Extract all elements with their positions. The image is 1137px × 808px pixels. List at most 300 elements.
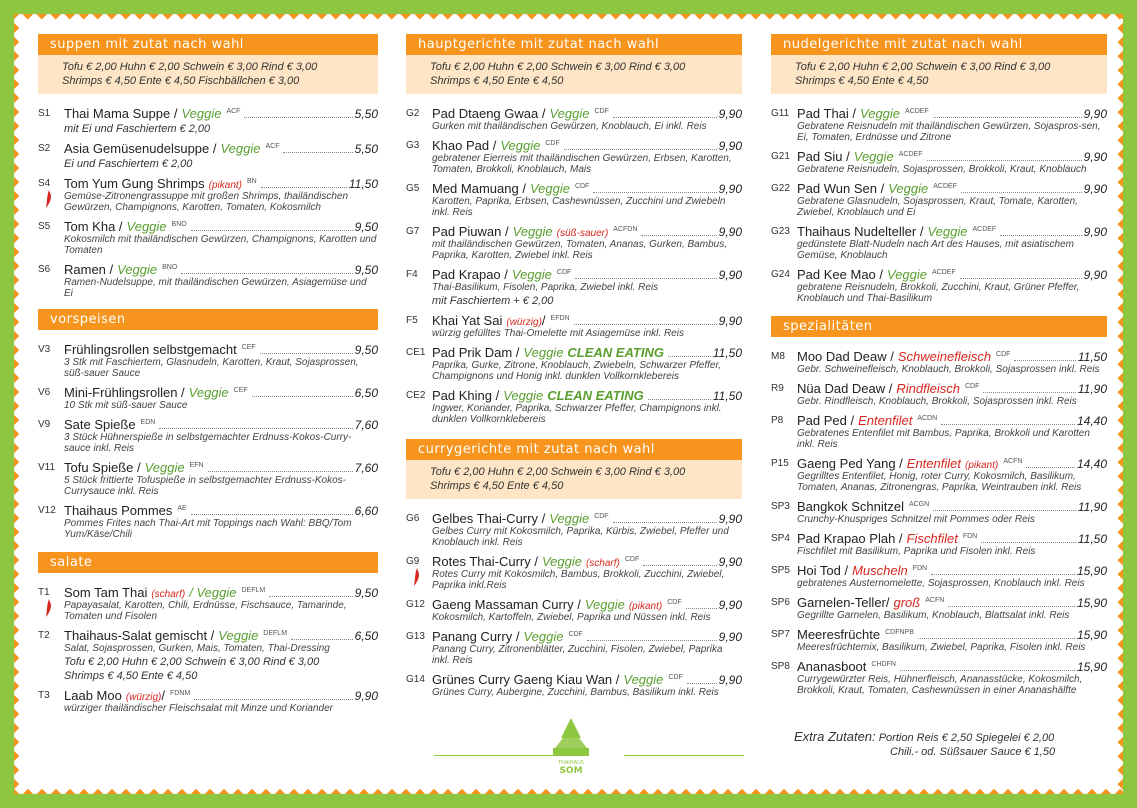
allergen-codes: CDF (574, 183, 590, 190)
item-line (64, 342, 378, 357)
item-line (432, 629, 742, 644)
item-code: F4 (406, 269, 418, 280)
veggie-label: Veggie (500, 138, 541, 153)
item-name: Gaeng Ped Yang / (797, 456, 903, 471)
menu-item (771, 659, 1107, 696)
veggie-label: Veggie (218, 628, 259, 643)
leader-dots (983, 392, 1075, 393)
allergen-codes: CDFNPB (885, 629, 914, 636)
leader-dots (960, 278, 1082, 279)
price-line: Shrimps € 4,50 Ente € 4,50 (795, 75, 929, 87)
item-name: Pad Thai / (797, 106, 857, 121)
item-description: mit thailändischen Gewürzen, Tomaten, Ananas, Gurken, Bambus, Paprika, Karotten, Zwiebel inkl. Reis (432, 239, 727, 261)
item-code: SP5 (771, 565, 790, 576)
item-description: Karotten, Paprika, Erbsen, Cashewnüssen, Zucchini und Zwiebeln inkl. Reis (432, 196, 726, 218)
item-name: Thai Mama Suppe / (64, 106, 178, 121)
item-code: G11 (771, 108, 790, 119)
item-line (64, 628, 378, 643)
allergen-codes: CDF (667, 599, 682, 606)
allergen-codes: BNO (162, 264, 178, 271)
item-description: Gebratene Reisnudeln, Sojasprossen, Brokkoli, Kraut, Knoblauch (797, 164, 1087, 175)
item-description: Panang Curry, Zitronenblätter, Zucchini, Fisolen, Zwiebel, Paprika inkl. Reis (432, 644, 723, 666)
leader-dots (1026, 467, 1075, 468)
item-line (797, 149, 1107, 164)
leader-dots (981, 542, 1076, 543)
veggie-label: Veggie (144, 460, 185, 475)
spice-label: (scharf) (151, 589, 186, 600)
section-header-curry: currygerichte mit zutat nach wahl (406, 439, 742, 460)
allergen-codes: CDF (568, 631, 583, 638)
item-code: T3 (38, 690, 50, 701)
veggie-label: Veggie (853, 149, 894, 164)
item-description: Ingwer, Koriander, Paprika, Schwarzer Pfeffer, Champignons inkl. dunklen Vollkornklebereis (432, 403, 722, 425)
leader-dots (643, 565, 716, 566)
item-description: Gebratenes Entenfilet mit Bambus, Paprika, Brokkoli und Karotten inkl. Reis (797, 428, 1090, 450)
item-extra: mit Ei und Faschiertem € 2,00 (64, 123, 211, 135)
menu-item (38, 176, 378, 213)
veggie-label: Veggie (860, 106, 901, 121)
item-description: Pommes Frites nach Thai-Art mit Toppings nach Wahl: BBQ/Tom Yum/Käse/Chili (64, 518, 352, 540)
allergen-codes: ACF (226, 108, 241, 115)
allergen-codes: FDN (962, 533, 978, 540)
item-price: 6,60 (354, 504, 378, 518)
item-price: 11,50 (1077, 532, 1107, 546)
item-name: Garnelen-Teller/ (797, 595, 890, 610)
allergen-codes: EFN (189, 462, 204, 469)
item-description: Gebratene Glasnudeln, Sojasprossen, Kraut, Tomate, Karotten, Zwiebel, Knoblauch und Ei (797, 196, 1078, 218)
item-code: CE1 (406, 347, 426, 358)
item-line (797, 456, 1107, 471)
item-name: Pad Ped / (797, 413, 855, 428)
clean-eating-label: CLEAN EATING (567, 345, 664, 360)
item-line (432, 313, 742, 328)
menu-item (771, 499, 1107, 525)
item-code: SP7 (771, 629, 790, 640)
item-name: Meeresfrüchte (797, 627, 881, 642)
item-name: Pad Siu / (797, 149, 850, 164)
item-code: S4 (38, 178, 51, 189)
menu-item (38, 417, 378, 454)
item-code: T2 (38, 630, 50, 641)
price-box-curry (406, 460, 742, 499)
leader-dots (961, 192, 1082, 193)
veggie-label: Veggie (541, 554, 582, 569)
item-line (432, 181, 742, 196)
leader-dots (948, 606, 1075, 607)
veggie-label: / Veggie (189, 585, 237, 600)
item-description: Thai-Basilikum, Fisolen, Paprika, Zwiebel inkl. Reis (432, 282, 659, 293)
item-description: Papayasalat, Karotten, Chili, Erdnüsse, Fischsauce, Tamarinde, Tomaten und Fisolen (64, 600, 347, 622)
item-name: Pad Kee Mao / (797, 267, 883, 282)
item-description: gedünstete Blatt-Nudeln nach Art des Hauses, mit asiatischem Gemüse, Knoblauch (797, 239, 1074, 261)
veggie-label: Veggie (511, 267, 552, 282)
allergen-codes: ACDEF (898, 151, 923, 158)
allergen-codes: CDF (594, 513, 609, 520)
veggie-label: Veggie (549, 511, 590, 526)
chili-icon (44, 599, 53, 617)
item-line (797, 563, 1107, 578)
left-border (14, 14, 22, 794)
item-price: 11,50 (348, 177, 378, 191)
item-name: Mini-Frühlingsrollen / (64, 385, 185, 400)
item-description: gebratenes Austernomelette, Sojasprossen, Knoblauch inkl. Reis (797, 578, 1085, 589)
leader-dots (291, 639, 353, 640)
leader-dots (244, 117, 352, 118)
item-name: Pad Khing / (432, 388, 500, 403)
allergen-codes: DEFLM (263, 630, 288, 637)
item-description: gebratener Eierreis mit thailändischen Gewürzen, Erbsen, Karotten, Tomaten, Brokkoli, Knoblauch, Mais (432, 153, 732, 175)
item-line (432, 388, 742, 403)
leader-dots (191, 514, 353, 515)
item-price: 9,90 (718, 314, 742, 328)
item-name: Sate Spieße (64, 417, 136, 432)
item-price: 9,90 (718, 555, 742, 569)
item-name: Asia Gemüsenudelsuppe / (64, 141, 217, 156)
item-code: G12 (406, 599, 425, 610)
item-line (64, 585, 378, 600)
item-code: SP8 (771, 661, 790, 672)
item-name: Pad Wun Sen / (797, 181, 885, 196)
item-description: Gelbes Curry mit Kokosmilch, Paprika, Kürbis, Zwiebel, Pfeffer und Knoblauch inkl. Reis (432, 526, 729, 548)
item-line (64, 417, 378, 432)
bottom-border (14, 786, 1123, 794)
menu-item (38, 141, 378, 170)
item-description: Ramen-Nudelsuppe, mit thailändischen Gewürzen, Asiagemüse und Ei (64, 277, 367, 299)
column-left (38, 34, 378, 720)
item-name: Bangkok Schnitzel (797, 499, 904, 514)
list-haupt (406, 106, 742, 425)
meat-label: Entenfilet (906, 456, 961, 471)
allergen-codes: ACDEF (932, 269, 956, 276)
item-price: 9,90 (1083, 107, 1107, 121)
item-code: G7 (406, 226, 420, 237)
item-description: gebratene Reisnudeln, Brokkoli, Zucchini, Kraut, Grüner Pfeffer, Knoblauch und Thai-Basilikum (797, 282, 1080, 304)
logo-icon (541, 714, 601, 776)
item-description: Gurken mit thailändischen Gewürzen, Knoblauch, Ei inkl. Reis (432, 121, 707, 132)
item-price: 11,90 (1077, 382, 1107, 396)
leader-dots (613, 117, 717, 118)
spice-label: (pikant) (208, 180, 243, 191)
allergen-codes: CDF (624, 556, 640, 563)
item-price: 9,90 (718, 139, 742, 153)
veggie-label: Veggie (549, 106, 590, 121)
divider-right (624, 755, 744, 756)
price-line: Shrimps € 4,50 Ente € 4,50 (430, 75, 564, 87)
item-name: Pad Krapao / (432, 267, 508, 282)
item-price: 7,60 (354, 461, 378, 475)
item-name: Pad Krapao Plah / (797, 531, 903, 546)
menu-item (771, 595, 1107, 621)
item-name: Thaihaus Nudelteller / (797, 224, 924, 239)
veggie-label: Veggie (888, 181, 929, 196)
item-description: Salat, Sojasprossen, Gurken, Mais, Tomaten, Thai-Dressing (64, 643, 330, 654)
item-description: Gebratene Reisnudeln mit thailändischen Gewürzen, Sojaspros-sen, Ei, Tomaten, Erdnüsse und Zitrone (797, 121, 1101, 143)
allergen-codes: ACDEF (933, 183, 957, 190)
item-price: 9,90 (718, 673, 742, 687)
veggie-label: Veggie (503, 388, 544, 403)
menu-item (38, 460, 378, 497)
extras-label: Extra Zutaten: (794, 729, 876, 744)
item-description: würzig gefülltes Thai-Omelette mit Asiagemüse inkl. Reis (432, 328, 684, 339)
slash: / (161, 688, 166, 703)
item-line (797, 659, 1107, 674)
list-nudel (771, 106, 1107, 304)
leader-dots (252, 396, 353, 397)
item-line (797, 349, 1107, 364)
clean-eating-label: CLEAN EATING (547, 388, 644, 403)
item-line (432, 672, 742, 687)
leader-dots (687, 683, 717, 684)
item-line (432, 224, 742, 239)
menu-item (406, 224, 742, 261)
leader-dots (575, 278, 716, 279)
allergen-codes: CEF (241, 344, 256, 351)
item-code: G5 (406, 183, 420, 194)
menu-item (406, 313, 742, 339)
item-description: Kokosmilch, Kartoffeln, Zwiebel, Paprika und Nüssen inkl. Reis (432, 612, 711, 623)
price-line: Tofu € 2,00 Huhn € 2,00 Schwein € 3,00 Rind € 3,00 (430, 466, 686, 478)
allergen-codes: ACFN (925, 597, 945, 604)
leader-dots (613, 522, 717, 523)
section-header-vorspeisen: vorspeisen (38, 309, 378, 330)
item-description: Crunchy-Knuspriges Schnitzel mit Pommes oder Reis (797, 514, 1035, 525)
item-price: 9,90 (1083, 150, 1107, 164)
item-line (64, 176, 378, 191)
item-price: 9,90 (718, 107, 742, 121)
allergen-codes: CDF (668, 674, 683, 681)
item-line (432, 267, 742, 282)
item-code: SP4 (771, 533, 790, 544)
item-line (432, 345, 742, 360)
item-price: 15,90 (1076, 596, 1107, 610)
veggie-label: Veggie (512, 224, 553, 239)
item-description: 5 Stück frittierte Tofuspieße in selbstgemachter Erdnuss-Kokos-Currysauce inkl. Reis (64, 475, 346, 497)
veggie-label: Veggie (529, 181, 570, 196)
item-line (797, 499, 1107, 514)
item-price: 15,90 (1076, 564, 1107, 578)
veggie-label: Veggie (126, 219, 167, 234)
item-description: Paprika, Gurke, Zitrone, Knoblauch, Zwiebeln, Schwarzer Pfeffer, Champignons und Honig inkl. dunklen Vollkornklebereis (432, 360, 722, 382)
menu-item (38, 503, 378, 540)
item-extra: Ei und Faschiertem € 2,00 (64, 158, 193, 170)
item-code: G24 (771, 269, 790, 280)
item-line (432, 106, 742, 121)
item-price: 6,50 (354, 629, 378, 643)
item-line (64, 385, 378, 400)
item-description: 3 Stück Hühnerspieße in selbstgemachter Erdnuss-Kokos-Curry-sauce inkl. Reis (64, 432, 352, 454)
item-line (432, 138, 742, 153)
leader-dots (668, 356, 711, 357)
allergen-codes: ACGN (908, 501, 930, 508)
allergen-codes: ACF (265, 143, 280, 150)
item-description: Fischfilet mit Basilikum, Paprika und Fisolen inkl. Reis (797, 546, 1036, 557)
item-code: V3 (38, 344, 51, 355)
menu-item (771, 181, 1107, 218)
item-code: V9 (38, 419, 51, 430)
item-line (64, 688, 378, 703)
item-name: Grünes Curry Gaeng Kiau Wan / (432, 672, 620, 687)
item-name: Gaeng Massaman Curry / (432, 597, 581, 612)
veggie-label: Veggie (927, 224, 968, 239)
leader-dots (181, 273, 352, 274)
item-description: Gemüse-Zitronengrassuppe mit großen Shrimps, thailändischen Gewürzen, Champignons, Karotten, Tomaten, Kokosmilch (64, 191, 349, 213)
menu-item (771, 349, 1107, 375)
item-code: SP3 (771, 501, 790, 512)
allergen-codes: BN (247, 178, 257, 185)
meat-label: Rindfleisch (896, 381, 960, 396)
leader-dots (194, 699, 352, 700)
item-name: Som Tam Thai (64, 585, 148, 600)
column-right (771, 34, 1107, 702)
item-extra: mit Faschiertem + € 2,00 (432, 295, 554, 307)
item-line (797, 595, 1107, 610)
item-code: V12 (38, 505, 56, 516)
item-description: Gebr. Rindfleisch, Knoblauch, Brokkoli, Sojasprossen inkl. Reis (797, 396, 1077, 407)
item-price: 7,60 (354, 418, 378, 432)
veggie-label: Veggie (623, 672, 664, 687)
item-description: 10 Stk mit süß-sauer Sauce (64, 400, 188, 411)
chili-icon (44, 190, 53, 208)
menu-item (771, 224, 1107, 261)
allergen-codes: AE (177, 505, 187, 512)
item-name: Pad Prik Dam / (432, 345, 520, 360)
price-box-suppen (38, 55, 378, 94)
menu-item (38, 585, 378, 622)
menu-item (406, 181, 742, 218)
item-code: G6 (406, 513, 420, 524)
spice-label: (pikant) (628, 601, 663, 612)
item-extra: Shrimps € 4,50 Ente € 4,50 (64, 670, 198, 682)
item-price: 9,90 (718, 268, 742, 282)
item-code: S6 (38, 264, 51, 275)
item-line (797, 531, 1107, 546)
item-code: R9 (771, 383, 784, 394)
section-header-suppen: suppen mit zutat nach wahl (38, 34, 378, 55)
menu-item (38, 219, 378, 256)
menu-item (771, 381, 1107, 407)
menu-item (406, 138, 742, 175)
list-vorspeisen (38, 342, 378, 540)
spice-label: (süß-sauer) (556, 228, 609, 239)
column-middle (406, 34, 742, 704)
leader-dots (648, 399, 711, 400)
item-name: Laab Moo (64, 688, 122, 703)
item-description: Meeresfrüchtemix, Basilikum, Zwiebel, Paprika, Fisolen inkl. Reis (797, 642, 1086, 653)
item-price: 11,50 (712, 346, 742, 360)
item-description: Rotes Curry mit Kokosmilch, Bambus, Brokkoli, Zucchini, Zwiebel, Paprika inkl.Reis (432, 569, 725, 591)
allergen-codes: FDNM (170, 690, 191, 697)
spice-label: (pikant) (964, 460, 999, 471)
menu-item (38, 342, 378, 379)
menu-item (38, 262, 378, 299)
leader-dots (931, 574, 1075, 575)
price-line: Tofu € 2,00 Huhn € 2,00 Schwein € 3,00 Rind € 3,00 (62, 61, 318, 73)
item-name: Khao Pad / (432, 138, 497, 153)
item-code: S2 (38, 143, 51, 154)
item-code: T1 (38, 587, 50, 598)
veggie-label: Veggie (220, 141, 261, 156)
item-price: 11,50 (1077, 350, 1107, 364)
price-line: Shrimps € 4,50 Ente € 4,50 (430, 480, 564, 492)
price-box-haupt (406, 55, 742, 94)
veggie-label: Veggie (584, 597, 625, 612)
right-border (1115, 14, 1123, 794)
price-line: Tofu € 2,00 Huhn € 2,00 Schwein € 3,00 Rind € 3,00 (430, 61, 686, 73)
menu-item (406, 267, 742, 307)
item-code: P15 (771, 458, 789, 469)
item-line (797, 106, 1107, 121)
allergen-codes: EFDN (550, 315, 570, 322)
price-line: Shrimps € 4,50 Ente € 4,50 Fischbällchen € 3,00 (62, 75, 300, 87)
leader-dots (641, 235, 716, 236)
item-description: Gegrillte Garnelen, Basilikum, Knoblauch, Blattsalat inkl. Reis (797, 610, 1070, 621)
logo-text: SOM (559, 766, 583, 776)
menu-item (406, 597, 742, 623)
item-line (64, 262, 378, 277)
menu-item (771, 149, 1107, 175)
item-line (64, 460, 378, 475)
item-code: G23 (771, 226, 790, 237)
item-code: V6 (38, 387, 51, 398)
leader-dots (283, 152, 352, 153)
item-code: SP6 (771, 597, 790, 608)
item-price: 9,90 (718, 182, 742, 196)
item-name: Ananasboot (797, 659, 867, 674)
price-box-nudel (771, 55, 1107, 94)
item-line (432, 554, 742, 569)
item-code: M8 (771, 351, 785, 362)
leader-dots (574, 324, 717, 325)
allergen-codes: CEF (233, 387, 248, 394)
item-price: 9,90 (718, 630, 742, 644)
leader-dots (260, 353, 353, 354)
veggie-label: Veggie (181, 106, 222, 121)
section-header-nudel: nudelgerichte mit zutat nach wahl (771, 34, 1107, 55)
allergen-codes: CHDFN (871, 661, 896, 668)
leader-dots (900, 670, 1075, 671)
item-price: 5,50 (354, 142, 378, 156)
allergen-codes: ACFN (1003, 458, 1023, 465)
item-line (797, 627, 1107, 642)
item-name: Rotes Thai-Curry / (432, 554, 538, 569)
item-price: 15,90 (1076, 660, 1107, 674)
chili-icon (412, 568, 421, 586)
item-code: F5 (406, 315, 418, 326)
item-price: 9,90 (718, 225, 742, 239)
leader-dots (191, 230, 353, 231)
leader-dots (564, 149, 717, 150)
item-name: Moo Dad Deaw / (797, 349, 894, 364)
list-suppen (38, 106, 378, 299)
item-code: G13 (406, 631, 425, 642)
logo-text: THAIHAUS (558, 760, 584, 766)
item-price: 11,90 (1077, 500, 1107, 514)
item-name: Thaihaus Pommes (64, 503, 173, 518)
allergen-codes: ACDEF (905, 108, 929, 115)
item-name: Pad Dtaeng Gwaa / (432, 106, 546, 121)
item-price: 9,90 (1083, 225, 1107, 239)
allergen-codes: CDF (594, 108, 609, 115)
meat-label: groß (893, 595, 921, 610)
leader-dots (208, 471, 353, 472)
section-header-haupt: hauptgerichte mit zutat nach wahl (406, 34, 742, 55)
item-name: Khai Yat Sai (432, 313, 503, 328)
price-line: Tofu € 2,00 Huhn € 2,00 Schwein € 3,00 Rind € 3,00 (795, 61, 1051, 73)
extras-line: Chili.- od. Süßsauer Sauce € 1,50 (890, 746, 1056, 758)
item-description: 3 Stk mit Faschiertem, Glasnudeln, Karotten, Kraut, Sojasprossen, süß-sauer Sauce (64, 357, 359, 379)
item-name: Thaihaus-Salat gemischt / (64, 628, 215, 643)
item-name: Gelbes Thai-Curry / (432, 511, 546, 526)
